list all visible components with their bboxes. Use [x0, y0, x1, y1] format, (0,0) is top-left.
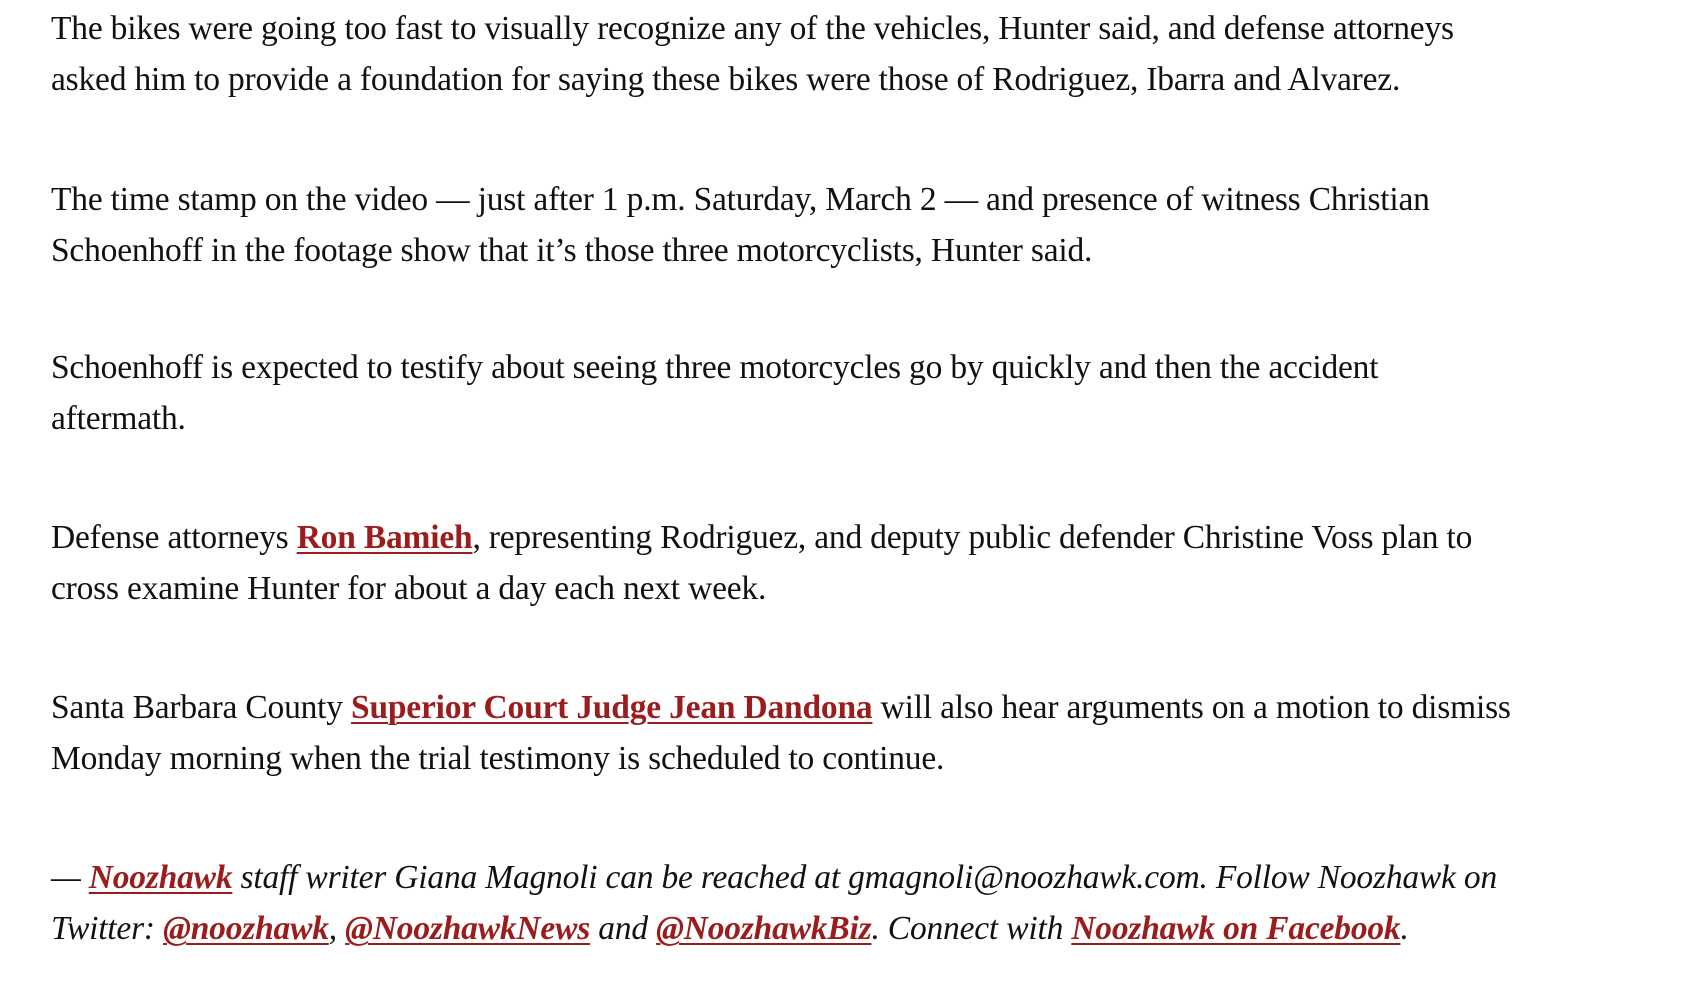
- link-judge-jean-dandona[interactable]: Superior Court Judge Jean Dandona: [351, 689, 873, 726]
- credit-text: staff writer Giana Magnoli can be reached at gmagnoli@noozhawk.com. Follow Noozhawk on: [232, 859, 1498, 896]
- credit-text: Twitter:: [51, 910, 164, 947]
- paragraph-text: asked him to provide a foundation for saying these bikes were those of Rodriguez, Ibarra and Alvarez.: [51, 61, 1401, 98]
- link-noozhawk-facebook[interactable]: Noozhawk on Facebook: [1071, 910, 1401, 947]
- paragraph-text: Schoenhoff is expected to testify about seeing three motorcycles go by quickly and then the accident: [51, 349, 1379, 386]
- credit-text: . Connect with: [871, 910, 1072, 947]
- paragraph-judge-motion: [51, 682, 1671, 784]
- paragraph-schoenhoff-testimony: [51, 342, 1671, 444]
- link-twitter-noozhawknews[interactable]: @NoozhawkNews: [345, 910, 591, 947]
- paragraph-text: cross examine Hunter for about a day each next week.: [51, 570, 767, 607]
- link-ron-bamieh[interactable]: Ron Bamieh: [296, 519, 473, 556]
- link-twitter-noozhawk[interactable]: @noozhawk: [163, 910, 329, 947]
- paragraph-text: aftermath.: [51, 400, 186, 437]
- paragraph-time-stamp: [51, 174, 1671, 276]
- credit-separator: ,: [328, 910, 346, 947]
- paragraph-text: Defense attorneys: [51, 519, 297, 556]
- paragraph-text: The bikes were going too fast to visually recognize any of the vehicles, Hunter said, and defense attorneys: [51, 10, 1454, 47]
- paragraph-bikes-speed: [51, 3, 1671, 105]
- paragraph-text: Schoenhoff in the footage show that it’s those three motorcyclists, Hunter said.: [51, 232, 1093, 269]
- paragraph-text: will also hear arguments on a motion to dismiss: [872, 689, 1511, 726]
- credit-dash: —: [51, 859, 89, 896]
- paragraph-defense-attorneys: [51, 512, 1671, 614]
- paragraph-text: The time stamp on the video — just after 1 p.m. Saturday, March 2 — and presence of witness Christian: [51, 181, 1430, 218]
- paragraph-text: Santa Barbara County: [51, 689, 352, 726]
- credit-end: .: [1400, 910, 1409, 947]
- paragraph-text: , representing Rodriguez, and deputy public defender Christine Voss plan to: [472, 519, 1473, 556]
- paragraph-text: Monday morning when the trial testimony is scheduled to continue.: [51, 740, 945, 777]
- link-twitter-noozhawkbiz[interactable]: @NoozhawkBiz: [656, 910, 872, 947]
- link-noozhawk[interactable]: Noozhawk: [88, 859, 233, 896]
- credit-separator: and: [590, 910, 657, 947]
- paragraph-author-credit: [51, 852, 1671, 954]
